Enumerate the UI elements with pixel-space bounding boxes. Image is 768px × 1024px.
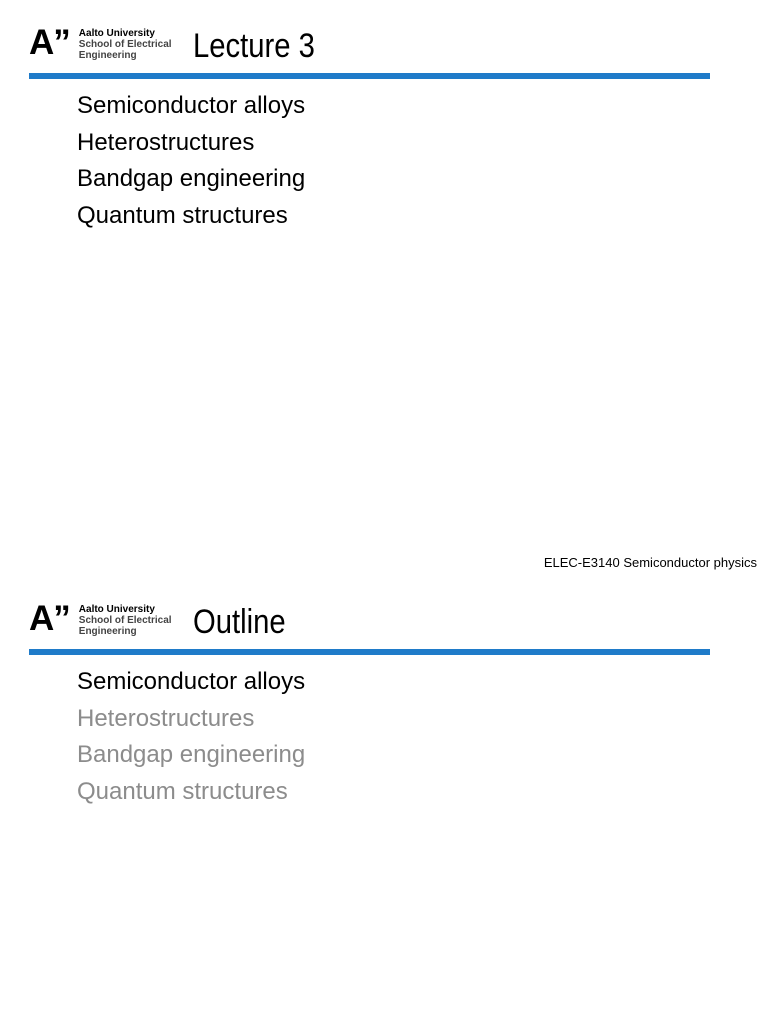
aalto-logo bbox=[29, 599, 172, 638]
aalto-logo-mark: A” bbox=[29, 23, 70, 62]
aalto-logo-text bbox=[79, 604, 172, 637]
aalto-logo bbox=[29, 23, 172, 62]
title-divider bbox=[29, 649, 710, 655]
logo-university: Aalto University bbox=[78, 604, 155, 615]
topic-list bbox=[77, 88, 305, 234]
logo-school-line-2: Engineering bbox=[78, 50, 137, 61]
topic-item: Quantum structures bbox=[77, 201, 288, 229]
outline-list bbox=[77, 664, 305, 810]
aalto-logo-text bbox=[79, 28, 172, 61]
topic-item: Bandgap engineering bbox=[77, 165, 306, 192]
outline-item: Bandgap engineering bbox=[77, 741, 306, 768]
slide-title: Lecture 3 bbox=[193, 27, 315, 65]
logo-school-line-1: School of Electrical bbox=[78, 615, 172, 626]
outline-item: Heterostructures bbox=[77, 704, 255, 732]
logo-university: Aalto University bbox=[78, 28, 155, 39]
topic-item: Heterostructures bbox=[77, 128, 255, 156]
logo-school-line-2: Engineering bbox=[78, 626, 137, 637]
course-footer: ELEC-E3140 Semiconductor physics bbox=[543, 555, 757, 570]
topic-item: Semiconductor alloys bbox=[77, 92, 306, 119]
outline-item: Quantum structures bbox=[77, 777, 288, 805]
logo-school-line-1: School of Electrical bbox=[78, 39, 172, 50]
title-divider bbox=[29, 73, 710, 79]
slide-outline bbox=[0, 576, 768, 1024]
outline-item-current: Semiconductor alloys bbox=[77, 668, 306, 695]
aalto-logo-mark: A” bbox=[29, 599, 70, 638]
slide-title: Outline bbox=[193, 603, 286, 641]
